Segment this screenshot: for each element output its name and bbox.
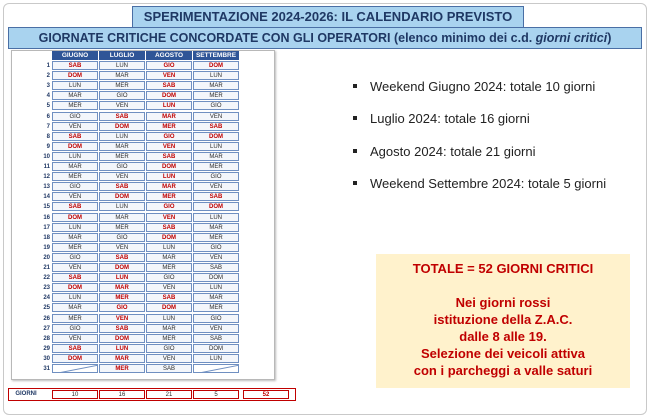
day-cell: VEN xyxy=(52,122,98,131)
day-cell: MER xyxy=(99,152,145,161)
day-cell: MAR xyxy=(52,91,98,100)
table-row xyxy=(12,293,274,303)
day-number: 28 xyxy=(43,335,50,342)
total-luglio: 16 xyxy=(99,390,145,399)
day-number: 3 xyxy=(46,83,50,90)
critical-day-cell: DOM xyxy=(146,91,192,100)
col-header-agosto: AGOSTO xyxy=(146,51,192,60)
day-cell: MAR xyxy=(146,324,192,333)
callout-line: con i parcheggi a valle saturi xyxy=(413,363,593,378)
critical-day-cell: MER xyxy=(146,122,192,131)
critical-day-cell: GIO xyxy=(146,132,192,141)
day-cell: GIO xyxy=(99,162,145,171)
critical-day-cell: MAR xyxy=(146,182,192,191)
table-row xyxy=(12,162,274,172)
critical-day-cell: SAB xyxy=(52,344,98,353)
critical-day-cell: SAB xyxy=(99,324,145,333)
critical-day-cell: VEN xyxy=(99,314,145,323)
day-cell: MER xyxy=(99,81,145,90)
day-cell: DOM xyxy=(193,273,239,282)
table-row xyxy=(12,253,274,263)
day-cell: MER xyxy=(193,303,239,312)
critical-day-cell: DOM xyxy=(146,303,192,312)
page-subtitle xyxy=(8,27,642,49)
total-overall: 52 xyxy=(243,390,289,399)
day-number: 22 xyxy=(43,275,50,282)
day-number: 12 xyxy=(43,174,50,181)
callout-line: istituzione della Z.A.C. xyxy=(433,312,573,327)
day-number: 23 xyxy=(43,285,50,292)
critical-day-cell: DOM xyxy=(146,162,192,171)
critical-day-cell: SAB xyxy=(146,152,192,161)
empty-cell xyxy=(193,364,239,373)
day-number: 17 xyxy=(43,224,50,231)
critical-day-cell: DOM xyxy=(52,142,98,151)
table-row xyxy=(12,202,274,212)
day-cell: GIO xyxy=(146,273,192,282)
day-number: 4 xyxy=(46,93,50,100)
day-cell: MER xyxy=(193,162,239,171)
day-cell: MAR xyxy=(52,162,98,171)
total-giugno: 10 xyxy=(52,390,98,399)
subtitle-text: GIORNATE CRITICHE CONCORDATE CON GLI OPERATORI (elenco minimo dei c.d. xyxy=(38,31,536,45)
day-number: 10 xyxy=(43,153,50,160)
day-number: 26 xyxy=(43,315,50,322)
day-cell: VEN xyxy=(99,243,145,252)
day-number: 13 xyxy=(43,184,50,191)
day-cell: MER xyxy=(52,101,98,110)
callout-line: dalle 8 alle 19. xyxy=(459,329,547,344)
critical-day-cell: DOM xyxy=(52,213,98,222)
critical-day-cell: GIO xyxy=(146,61,192,70)
critical-day-cell: DOM xyxy=(99,263,145,272)
day-cell: VEN xyxy=(52,334,98,343)
day-cell: MAR xyxy=(193,152,239,161)
table-row xyxy=(12,101,274,111)
critical-day-cell: SAB xyxy=(193,122,239,131)
empty-cell xyxy=(52,364,98,373)
day-number: 30 xyxy=(43,355,50,362)
table-row xyxy=(12,364,274,374)
critical-day-cell: LUN xyxy=(146,101,192,110)
day-cell: LUN xyxy=(193,213,239,222)
critical-day-cell: DOM xyxy=(52,354,98,363)
day-cell: MAR xyxy=(99,213,145,222)
table-row xyxy=(12,303,274,313)
critical-day-cell: DOM xyxy=(99,192,145,201)
col-header-luglio: LUGLIO xyxy=(99,51,145,60)
day-cell: VEN xyxy=(52,192,98,201)
table-row xyxy=(12,233,274,243)
critical-day-cell: SAB xyxy=(52,202,98,211)
day-cell: LUN xyxy=(52,152,98,161)
critical-day-cell: LUN xyxy=(99,344,145,353)
table-row xyxy=(12,192,274,202)
day-cell: LUN xyxy=(99,61,145,70)
bullet-square-icon xyxy=(353,149,357,153)
day-cell: LUN xyxy=(52,293,98,302)
slide: SPERIMENTAZIONE 2024-2026: IL CALENDARIO PREVISTO GIORNATE CRITICHE CONCORDATE CON GLI OPERATORI (elenco minimo dei c.d. giorni critici) GIUGNO LUGLIO AGOSTO SETTEMBRE 1 SAB LUN GIO DOM 2 DOM MAR VEN LUN 3 LUN MER SAB MAR 4 MAR GIO DOM MER 5 MER VEN LUN GIO 6 GIO SAB MAR VEN 7 VEN DOM MER SAB 8 SAB LUN GIO DOM 9 DOM MAR VEN LUN 10 LUN MER SAB MAR 11 MAR GIO DOM MER 12 MER VEN LUN GIO 13 GIO SAB MAR VEN 14 VEN DOM MER SAB 15 SAB LUN GIO DOM 16 DOM MAR VEN LUN 17 LUN MER SAB MAR 18 MAR GIO DOM MER 19 MER VEN LUN GIO 20 GIO SAB MAR VEN 21 VEN DOM MER SAB 22 SAB LUN GIO DOM 23 DOM MAR VEN LUN 24 LUN MER SAB MAR 25 MAR GIO DOM MER 26 MER VEN LUN GIO 27 GIO SAB MAR VEN 28 VEN DOM MER SAB 29 SAB LUN GIO DOM 30 DOM MAR VEN LUN 31 MER SAB GIORNI 10 16 21 5 52 Weekend Giugno 2024: totale 10 giorni Luglio 2024: totale 16 giorni Agosto 2024: totale 21 giorni Weekend Settembre 2024: totale 5 giorni TOTALE = 52 GIORNI CRITICI Nei giorni rossi istituzione della Z.A.C. dalle 8 alle 19. Selezione dei veicoli attiva con i parcheggi a valle saturi xyxy=(0,0,650,417)
day-cell: MAR xyxy=(99,142,145,151)
day-cell: GIO xyxy=(193,243,239,252)
callout-body xyxy=(376,294,630,379)
day-cell: LUN xyxy=(193,71,239,80)
totals-label: GIORNI xyxy=(15,391,37,397)
critical-day-cell: MER xyxy=(146,192,192,201)
day-cell: GIO xyxy=(99,233,145,242)
day-cell: VEN xyxy=(146,354,192,363)
critical-day-cell: MAR xyxy=(99,283,145,292)
critical-day-cell: GIO xyxy=(99,303,145,312)
critical-day-cell: DOM xyxy=(193,202,239,211)
day-number: 20 xyxy=(43,254,50,261)
day-number: 14 xyxy=(43,194,50,201)
bullet-square-icon xyxy=(353,84,357,88)
total-settembre: 5 xyxy=(193,390,239,399)
day-cell: VEN xyxy=(99,172,145,181)
day-number: 9 xyxy=(46,143,50,150)
day-cell: LUN xyxy=(146,314,192,323)
day-number: 18 xyxy=(43,234,50,241)
day-cell: MAR xyxy=(193,81,239,90)
table-row xyxy=(12,263,274,273)
day-number: 1 xyxy=(46,63,50,69)
critical-day-cell: MAR xyxy=(99,354,145,363)
critical-day-cell: LUN xyxy=(146,172,192,181)
critical-day-cell: VEN xyxy=(146,213,192,222)
day-number: 8 xyxy=(46,133,50,140)
day-cell: MER xyxy=(146,263,192,272)
critical-day-cell: SAB xyxy=(99,253,145,262)
day-number: 29 xyxy=(43,345,50,352)
table-row xyxy=(12,243,274,253)
day-cell: MAR xyxy=(52,303,98,312)
table-row xyxy=(12,91,274,101)
day-number: 27 xyxy=(43,325,50,332)
day-cell: VEN xyxy=(193,182,239,191)
total-agosto: 21 xyxy=(146,390,192,399)
critical-day-cell: SAB xyxy=(146,293,192,302)
table-row xyxy=(12,354,274,364)
day-number: 15 xyxy=(43,204,50,211)
col-header-giugno: GIUGNO xyxy=(52,51,98,60)
day-cell: GIO xyxy=(99,91,145,100)
day-cell: MAR xyxy=(52,233,98,242)
day-cell: MER xyxy=(99,223,145,232)
table-row xyxy=(12,122,274,132)
table-row xyxy=(12,152,274,162)
day-cell: VEN xyxy=(193,253,239,262)
table-row xyxy=(12,324,274,334)
critical-day-cell: DOM xyxy=(99,334,145,343)
day-number: 16 xyxy=(43,214,50,221)
critical-day-cell: DOM xyxy=(146,233,192,242)
day-cell: LUN xyxy=(52,223,98,232)
day-cell: LUN xyxy=(146,243,192,252)
table-row xyxy=(12,142,274,152)
table-row xyxy=(12,182,274,192)
critical-day-cell: MER xyxy=(99,293,145,302)
callout-line: Nei giorni rossi xyxy=(455,295,551,310)
day-number: 11 xyxy=(43,164,50,170)
day-cell: SAB xyxy=(193,334,239,343)
day-cell: SAB xyxy=(193,263,239,272)
day-cell: VEN xyxy=(193,324,239,333)
bullet-square-icon xyxy=(353,181,357,185)
critical-day-cell: DOM xyxy=(193,61,239,70)
table-row xyxy=(12,81,274,91)
day-cell: LUN xyxy=(193,354,239,363)
critical-day-cell: DOM xyxy=(99,122,145,131)
day-cell: VEN xyxy=(99,101,145,110)
table-row xyxy=(12,61,274,71)
day-cell: DOM xyxy=(193,344,239,353)
day-cell: VEN xyxy=(146,283,192,292)
callout-line: Selezione dei veicoli attiva xyxy=(420,346,585,361)
day-number: 6 xyxy=(46,113,50,120)
table-row xyxy=(12,172,274,182)
day-number: 5 xyxy=(46,103,50,110)
day-cell: GIO xyxy=(193,172,239,181)
day-cell: LUN xyxy=(52,81,98,90)
critical-day-cell: SAB xyxy=(99,182,145,191)
day-cell: VEN xyxy=(193,112,239,121)
calendar-table xyxy=(11,50,275,380)
table-row xyxy=(12,112,274,122)
day-cell: VEN xyxy=(52,263,98,272)
day-cell: GIO xyxy=(52,182,98,191)
totals-row xyxy=(8,388,296,401)
day-cell: MER xyxy=(193,91,239,100)
critical-day-cell: VEN xyxy=(146,71,192,80)
table-row xyxy=(12,334,274,344)
day-cell: MER xyxy=(146,334,192,343)
day-number: 24 xyxy=(43,295,50,302)
table-row xyxy=(12,223,274,233)
day-cell: LUN xyxy=(193,142,239,151)
table-row xyxy=(12,213,274,223)
critical-day-cell: DOM xyxy=(52,283,98,292)
table-row xyxy=(12,283,274,293)
day-number: 7 xyxy=(46,123,50,130)
day-cell: MAR xyxy=(146,253,192,262)
day-cell: MER xyxy=(52,172,98,181)
callout-heading: TOTALE = 52 GIORNI CRITICI xyxy=(412,261,594,276)
day-number: 19 xyxy=(43,244,50,251)
table-row xyxy=(12,71,274,81)
day-number: 25 xyxy=(43,305,50,312)
day-cell: MAR xyxy=(99,71,145,80)
subtitle-italic: giorni critici xyxy=(535,31,608,45)
day-cell: MAR xyxy=(193,223,239,232)
critical-day-cell: SAB xyxy=(146,223,192,232)
table-row xyxy=(12,344,274,354)
day-cell: LUN xyxy=(99,132,145,141)
table-row xyxy=(12,273,274,283)
day-cell: MER xyxy=(52,243,98,252)
critical-day-cell: SAB xyxy=(52,273,98,282)
critical-day-cell: DOM xyxy=(52,71,98,80)
critical-day-cell: VEN xyxy=(146,142,192,151)
day-cell: GIO xyxy=(52,324,98,333)
day-cell: GIO xyxy=(52,253,98,262)
table-row xyxy=(12,314,274,324)
day-cell: LUN xyxy=(193,283,239,292)
day-cell: LUN xyxy=(99,202,145,211)
critical-day-cell: MAR xyxy=(146,112,192,121)
table-row xyxy=(12,132,274,142)
bullet-square-icon xyxy=(353,116,357,120)
critical-day-cell: SAB xyxy=(52,132,98,141)
critical-day-cell: SAB xyxy=(99,112,145,121)
critical-day-cell: DOM xyxy=(193,132,239,141)
day-cell: GIO xyxy=(52,112,98,121)
critical-day-cell: SAB xyxy=(52,61,98,70)
critical-day-cell: MER xyxy=(99,364,145,373)
critical-day-cell: GIO xyxy=(146,202,192,211)
day-cell: GIO xyxy=(193,314,239,323)
day-number: 21 xyxy=(43,265,50,271)
day-cell: SAB xyxy=(146,364,192,373)
critical-day-cell: LUN xyxy=(99,273,145,282)
day-cell: MAR xyxy=(193,293,239,302)
day-cell: GIO xyxy=(146,344,192,353)
subtitle-end: ) xyxy=(607,31,612,45)
col-header-settembre: SETTEMBRE xyxy=(193,51,239,60)
critical-day-cell: SAB xyxy=(146,81,192,90)
day-number: 31 xyxy=(43,366,50,372)
day-number: 2 xyxy=(46,73,50,80)
critical-day-cell: SAB xyxy=(193,192,239,201)
page-title: SPERIMENTAZIONE 2024-2026: IL CALENDARIO PREVISTO xyxy=(132,6,524,28)
day-cell: MER xyxy=(193,233,239,242)
critical-days-callout xyxy=(376,254,630,388)
day-cell: GIO xyxy=(193,101,239,110)
day-cell: MER xyxy=(52,314,98,323)
